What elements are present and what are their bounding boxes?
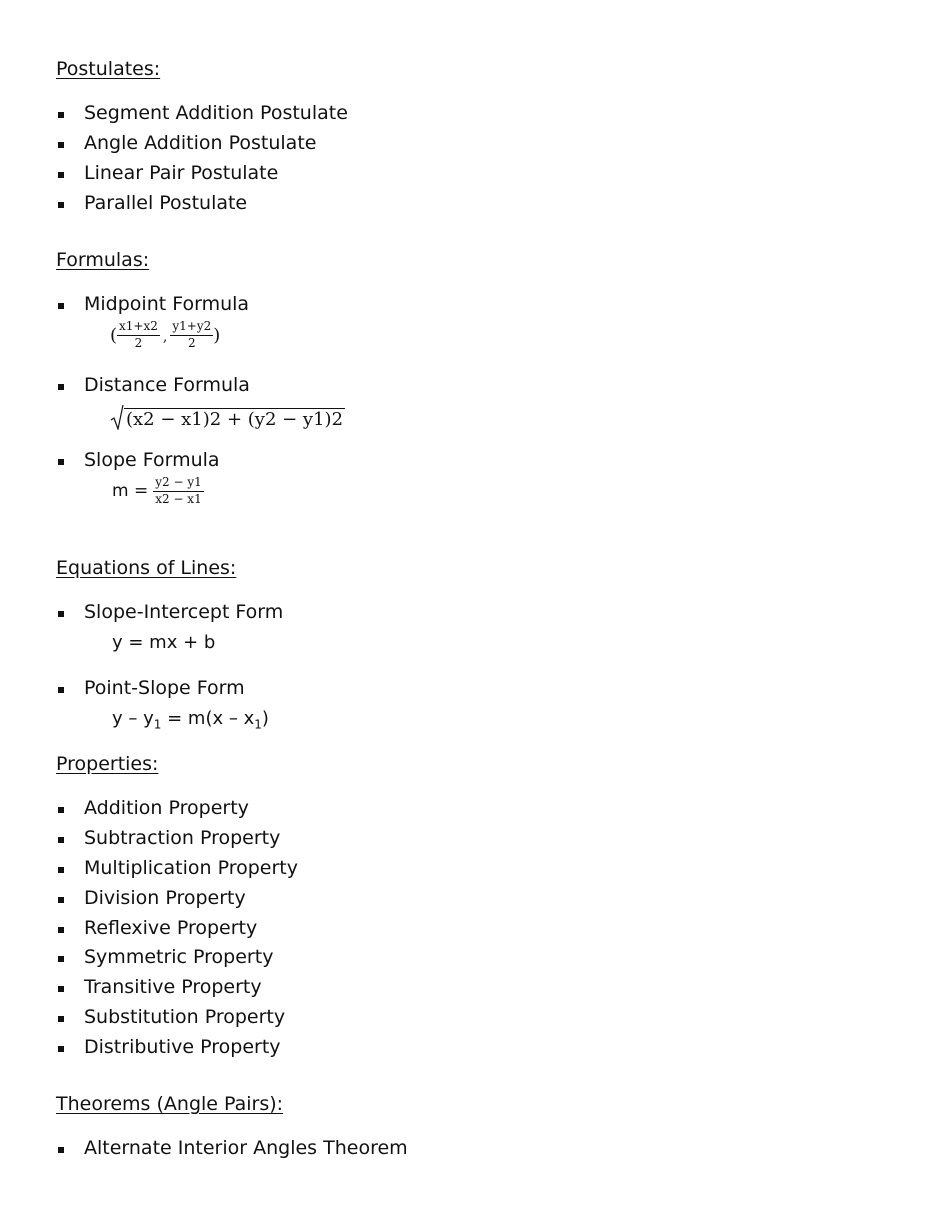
fraction-numerator: y2 − y1 (153, 476, 204, 492)
property-item: Distributive Property (84, 1036, 281, 1058)
subscript: 1 (153, 717, 162, 732)
midpoint-formula-label: Midpoint Formula (84, 293, 250, 315)
close-paren: ) (213, 324, 221, 346)
bullet-icon (58, 927, 64, 933)
theorem-item: Alternate Interior Angles Theorem (84, 1137, 408, 1159)
bullet-icon (58, 1016, 64, 1022)
fraction-denominator: 2 (187, 335, 196, 350)
midpoint-formula (110, 320, 220, 351)
distance-radicand: (x2 − x1)2 + (y2 − y1)2 (126, 409, 344, 430)
comma: , (162, 328, 168, 345)
bullet-icon (58, 897, 64, 903)
property-item: Subtraction Property (84, 827, 281, 849)
subscript: 1 (254, 717, 262, 732)
theorems-heading: Theorems (Angle Pairs): (56, 1093, 284, 1115)
property-item: Substitution Property (84, 1006, 286, 1028)
fraction-numerator: x1+x2 (117, 320, 160, 336)
midpoint-x-fraction (117, 320, 160, 351)
properties-heading: Properties: (56, 753, 159, 775)
slope-formula-label: Slope Formula (84, 449, 220, 471)
postulate-item: Linear Pair Postulate (84, 162, 279, 184)
property-item: Addition Property (84, 797, 249, 819)
fraction-denominator: x2 − x1 (155, 491, 202, 506)
formulas-heading: Formulas: (56, 249, 150, 271)
point-slope-formula (112, 708, 269, 732)
bullet-icon (58, 956, 64, 962)
postulates-heading: Postulates: (56, 58, 161, 80)
bullet-icon (58, 1147, 64, 1153)
bullet-icon (58, 172, 64, 178)
point-slope-label: Point-Slope Form (84, 677, 245, 699)
bullet-icon (58, 112, 64, 118)
slope-formula (112, 476, 204, 507)
postulate-item: Angle Addition Postulate (84, 132, 317, 154)
bullet-icon (58, 384, 64, 390)
bullet-icon (58, 611, 64, 617)
postulate-item: Parallel Postulate (84, 192, 248, 214)
formula-part: y – y (112, 708, 154, 729)
bullet-icon (58, 459, 64, 465)
distance-formula-label: Distance Formula (84, 374, 250, 396)
property-item: Symmetric Property (84, 946, 274, 968)
open-paren: ( (110, 324, 118, 346)
midpoint-y-fraction (170, 320, 213, 351)
square-root-icon (110, 404, 124, 430)
slope-lhs: m = (112, 481, 149, 502)
slope-intercept-formula: y = mx + b (112, 632, 216, 653)
property-item: Multiplication Property (84, 857, 298, 879)
bullet-icon (58, 142, 64, 148)
bullet-icon (58, 986, 64, 992)
formula-part: ) (261, 708, 269, 729)
bullet-icon (58, 303, 64, 309)
fraction-numerator: y1+y2 (170, 320, 213, 336)
slope-intercept-label: Slope-Intercept Form (84, 601, 284, 623)
bullet-icon (58, 687, 64, 693)
bullet-icon (58, 1046, 64, 1052)
bullet-icon (58, 837, 64, 843)
slope-fraction (153, 476, 204, 507)
formula-part: = m(x – x (161, 708, 255, 729)
equations-heading: Equations of Lines: (56, 557, 237, 579)
property-item: Division Property (84, 887, 246, 909)
postulate-item: Segment Addition Postulate (84, 102, 348, 124)
bullet-icon (58, 202, 64, 208)
bullet-icon (58, 807, 64, 813)
property-item: Transitive Property (84, 976, 262, 998)
bullet-icon (58, 867, 64, 873)
property-item: Reflexive Property (84, 917, 258, 939)
fraction-denominator: 2 (134, 335, 143, 350)
distance-formula (110, 404, 345, 434)
